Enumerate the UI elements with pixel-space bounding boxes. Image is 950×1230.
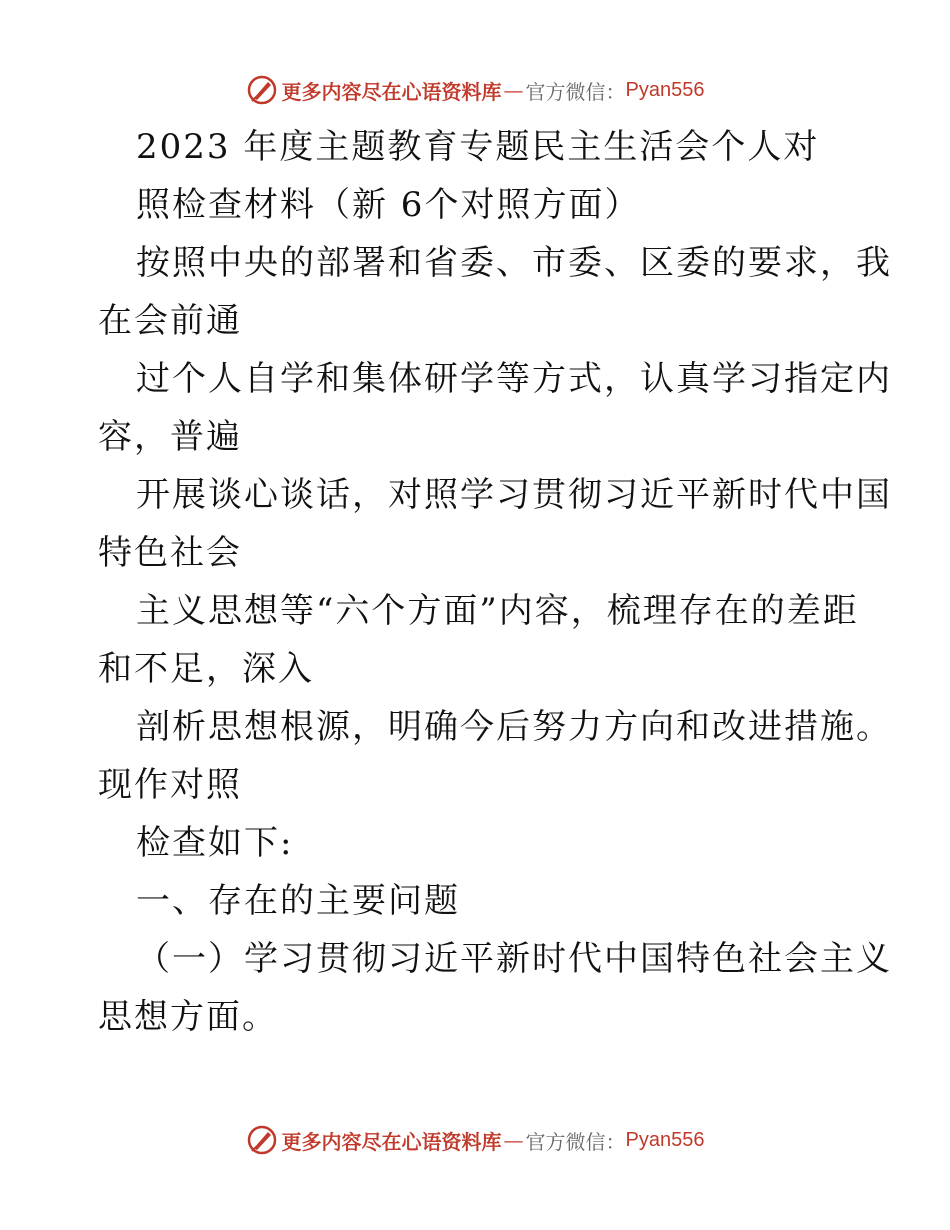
- text-line: 主义思想等“六个方面”内容，梳理存在的差距: [136, 591, 859, 631]
- subsection-heading: （一）学习贯彻习近平新时代中国特色社会主义: [136, 939, 892, 979]
- text-line: 容，普遍: [98, 417, 242, 457]
- text-line: 现作对照: [98, 765, 242, 805]
- quill-logo-icon: [246, 74, 278, 106]
- watermark-handle: Pyan556: [625, 78, 705, 101]
- text-line: 剖析思想根源，明确今后努力方向和改进措施。: [136, 707, 892, 747]
- watermark-dash: —: [503, 1128, 524, 1152]
- watermark-brand: 更多内容尽在心语资料库: [281, 79, 502, 104]
- text-line: 特色社会: [98, 533, 242, 573]
- text-line: 和不足，深入: [98, 649, 314, 689]
- watermark-label: 官方微信：: [525, 79, 626, 104]
- watermark-label: 官方微信：: [525, 1129, 626, 1154]
- watermark-handle: Pyan556: [625, 1128, 705, 1151]
- document-body: [98, 118, 892, 1046]
- title-line-1: 2023 年度主题教育专题民主生活会个人对: [136, 127, 820, 167]
- section-heading: 一、存在的主要问题: [136, 881, 460, 921]
- header-watermark: [0, 70, 950, 110]
- footer-watermark: [0, 1120, 950, 1160]
- text-line: 检查如下:: [136, 823, 294, 863]
- title-line-2: 照检查材料（新 6个对照方面）: [136, 185, 641, 225]
- quill-logo-icon: [246, 1124, 278, 1156]
- text-line: 开展谈心谈话，对照学习贯彻习近平新时代中国: [136, 475, 892, 515]
- text-line: 按照中央的部署和省委、市委、区委的要求，我: [136, 243, 892, 283]
- watermark-dash: —: [503, 78, 524, 102]
- text-line: 在会前通: [98, 301, 242, 341]
- text-line: 思想方面。: [98, 997, 278, 1037]
- watermark-brand: 更多内容尽在心语资料库: [281, 1129, 502, 1154]
- text-line: 过个人自学和集体研学等方式，认真学习指定内: [136, 359, 892, 399]
